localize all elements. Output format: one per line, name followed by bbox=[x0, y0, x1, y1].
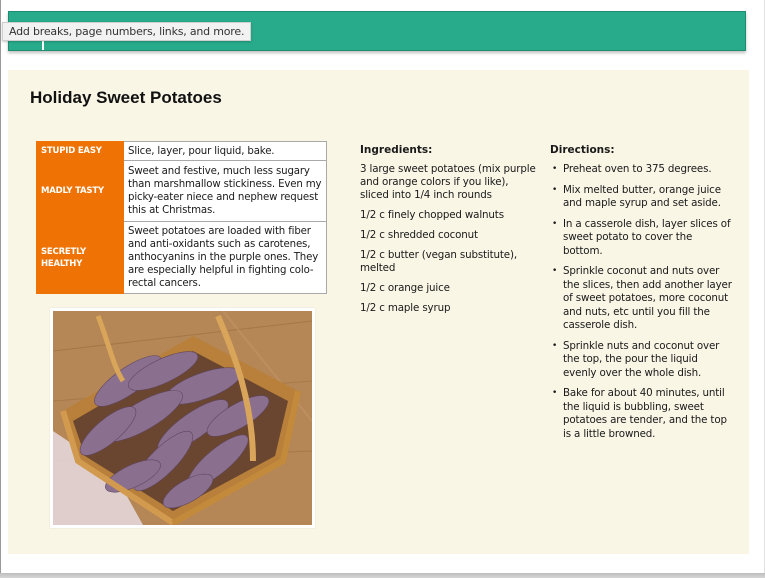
direction-step[interactable] bbox=[550, 218, 732, 259]
basket-illustration bbox=[53, 311, 312, 525]
feature-text[interactable]: Slice, layer, pour liquid, bake. bbox=[124, 142, 327, 161]
bullet-icon: • bbox=[552, 266, 558, 276]
direction-step[interactable] bbox=[550, 184, 732, 211]
photo-image bbox=[53, 311, 312, 525]
ingredient-item[interactable]: 1/2 c finely chopped walnuts bbox=[360, 209, 504, 221]
recipe-page bbox=[8, 70, 749, 554]
ingredient-item[interactable]: 1/2 c shredded coconut bbox=[360, 229, 478, 241]
feature-label: STUPID EASY bbox=[37, 142, 124, 161]
table-row bbox=[37, 222, 327, 294]
bullet-icon: • bbox=[552, 388, 558, 398]
ingredient-item[interactable]: 1/2 c orange juice bbox=[360, 282, 450, 294]
feature-text[interactable]: Sweet and festive, much less sugary than marshmallow stickiness. Even my picky-eater niece and nephew request this at Christmas. bbox=[124, 161, 327, 222]
ingredient-item[interactable]: 1/2 c maple syrup bbox=[360, 302, 451, 314]
features-table[interactable] bbox=[36, 141, 327, 294]
feature-text[interactable]: Sweet potatoes are loaded with fiber and anti-oxidants such as carotenes, anthocyanins in the purple ones. They are especially helpful in fighting colo-rectal cancers. bbox=[124, 222, 327, 294]
table-row bbox=[37, 142, 327, 161]
page-title[interactable]: Holiday Sweet Potatoes bbox=[30, 88, 222, 107]
ingredient-item[interactable]: 1/2 c butter (vegan substitute), melted bbox=[360, 249, 517, 274]
sweet-potato-photo[interactable] bbox=[50, 308, 315, 528]
ingredient-item[interactable]: 3 large sweet potatoes (mix purple and orange colors if you like), sliced into 1/4 inch rounds bbox=[360, 163, 536, 201]
step-text: In a casserole dish, layer slices of sweet potato to cover the bottom. bbox=[563, 217, 731, 257]
direction-step[interactable] bbox=[550, 340, 732, 381]
bullet-icon: • bbox=[552, 340, 558, 351]
table-row bbox=[37, 161, 327, 222]
directions-list bbox=[550, 163, 732, 441]
bullet-icon: • bbox=[552, 164, 558, 174]
step-text: Sprinkle coconut and nuts over the slices, then add another layer of sweet potatoes, more coconut and nuts, etc until you fill the casserole dish. bbox=[563, 265, 732, 331]
direction-step[interactable] bbox=[550, 265, 732, 333]
bullet-icon: • bbox=[552, 218, 558, 229]
feature-label: MADLY TASTY bbox=[37, 161, 124, 222]
feature-label: SECRETLY HEALTHY bbox=[37, 222, 124, 294]
bottom-edge bbox=[0, 573, 765, 578]
step-text: Preheat oven to 375 degrees. bbox=[563, 163, 712, 175]
directions-heading: Directions: bbox=[550, 144, 615, 156]
text-cursor bbox=[42, 40, 44, 50]
ingredients-section bbox=[360, 144, 540, 322]
direction-step[interactable] bbox=[550, 387, 732, 441]
step-text: Bake for about 40 minutes, until the liquid is bubbling, sweet potatoes are tender, and the top is a little browned. bbox=[563, 387, 727, 440]
directions-section bbox=[550, 144, 732, 448]
bullet-icon: • bbox=[552, 184, 558, 195]
direction-step[interactable] bbox=[550, 163, 732, 177]
step-text: Mix melted butter, orange juice and maple syrup and set aside. bbox=[563, 183, 721, 209]
ingredients-heading: Ingredients: bbox=[360, 144, 433, 156]
tooltip: Add breaks, page numbers, links, and more. bbox=[2, 22, 251, 41]
step-text: Sprinkle nuts and coconut over the top, the pour the liquid evenly over the whole dish. bbox=[563, 339, 720, 379]
